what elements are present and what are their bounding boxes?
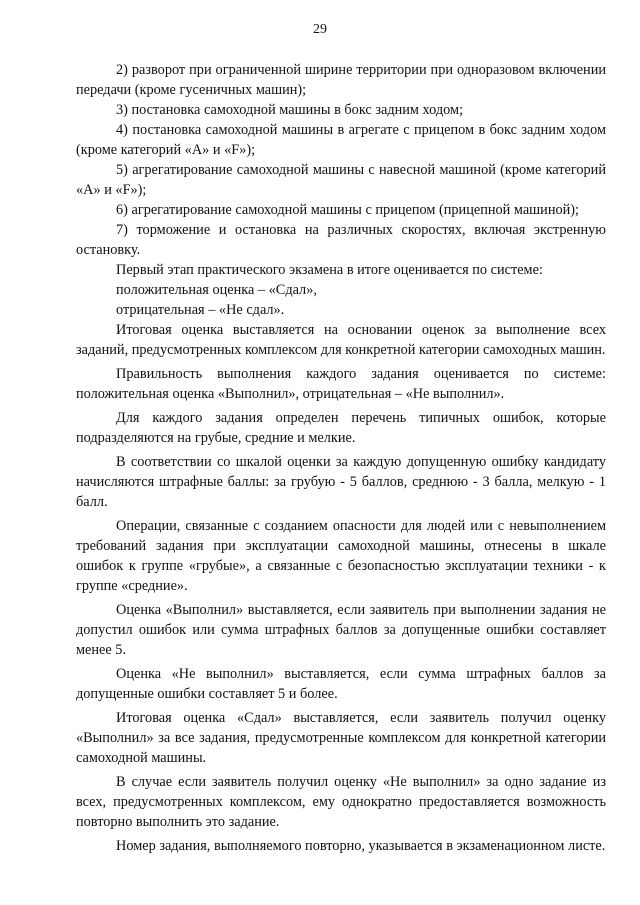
list-item-3: 3) постановка самоходной машины в бокс задним ходом;: [116, 102, 464, 118]
task-correctness-paragraph: Правильность выполнения каждого задания оценивается по системе: положительная оценка «Выполнил», отрицательная – «Не выполнил».: [76, 366, 606, 402]
first-stage-evaluation-paragraph: Первый этап практического экзамена в итоге оценивается по системе:: [116, 262, 543, 278]
negative-grade-line: отрицательная – «Не сдал».: [116, 302, 285, 318]
list-item-4: 4) постановка самоходной машины в агрегате с прицепом в бокс задним ходом (кроме категорий «A» и «F»);: [76, 122, 606, 158]
list-item-6: 6) агрегатирование самоходной машины с прицепом (прицепной машиной);: [116, 202, 580, 218]
penalty-points-paragraph: В соответствии со шкалой оценки за каждую допущенную ошибку кандидату начисляются штрафные баллы: за грубую - 5 баллов, среднюю - 3 балла, мелкую - 1 балл.: [76, 454, 606, 510]
list-item-5: 5) агрегатирование самоходной машины с навесной машиной (кроме категорий «A» и «F»);: [76, 162, 606, 198]
positive-grade-line: положительная оценка – «Сдал»,: [116, 282, 317, 298]
passed-grade-paragraph: Итоговая оценка «Сдал» выставляется, если заявитель получил оценку «Выполнил» за все задания, предусмотренные комплексом для конкретной категории самоходной машины.: [76, 710, 606, 766]
document-body: [76, 60, 606, 860]
error-groups-paragraph: Операции, связанные с созданием опасности для людей или с невыполнением требований задания при эксплуатации самоходной машины, отнесены в шкале ошибок к группе «грубые», а связанные с безопасностью эксплуатации техники - к группе «средние».: [76, 518, 606, 594]
list-item-7: 7) торможение и остановка на различных скоростях, включая экстренную остановку.: [76, 222, 606, 258]
typical-errors-paragraph: Для каждого задания определен перечень типичных ошибок, которые подразделяются на грубые, средние и мелкие.: [76, 410, 606, 446]
retry-task-number-paragraph: Номер задания, выполняемого повторно, указывается в экзаменационном листе.: [116, 838, 606, 854]
final-grade-basis-paragraph: Итоговая оценка выставляется на основании оценок за выполнение всех заданий, предусмотренных комплексом для конкретной категории самоходных машин.: [76, 322, 606, 358]
not-completed-grade-paragraph: Оценка «Не выполнил» выставляется, если сумма штрафных баллов за допущенные ошибки составляет 5 и более.: [76, 666, 606, 702]
retry-paragraph: В случае если заявитель получил оценку «Не выполнил» за одно задание из всех, предусмотренных комплексом, ему однократно предоставляется возможность повторно выполнить это задание.: [76, 774, 606, 830]
list-item-2: 2) разворот при ограниченной ширине территории при одноразовом включении передачи (кроме гусеничных машин);: [76, 62, 606, 98]
page-number: 29: [313, 22, 327, 37]
completed-grade-paragraph: Оценка «Выполнил» выставляется, если заявитель при выполнении задания не допустил ошибок или сумма штрафных баллов за допущенные ошибки составляет менее 5.: [76, 602, 606, 658]
